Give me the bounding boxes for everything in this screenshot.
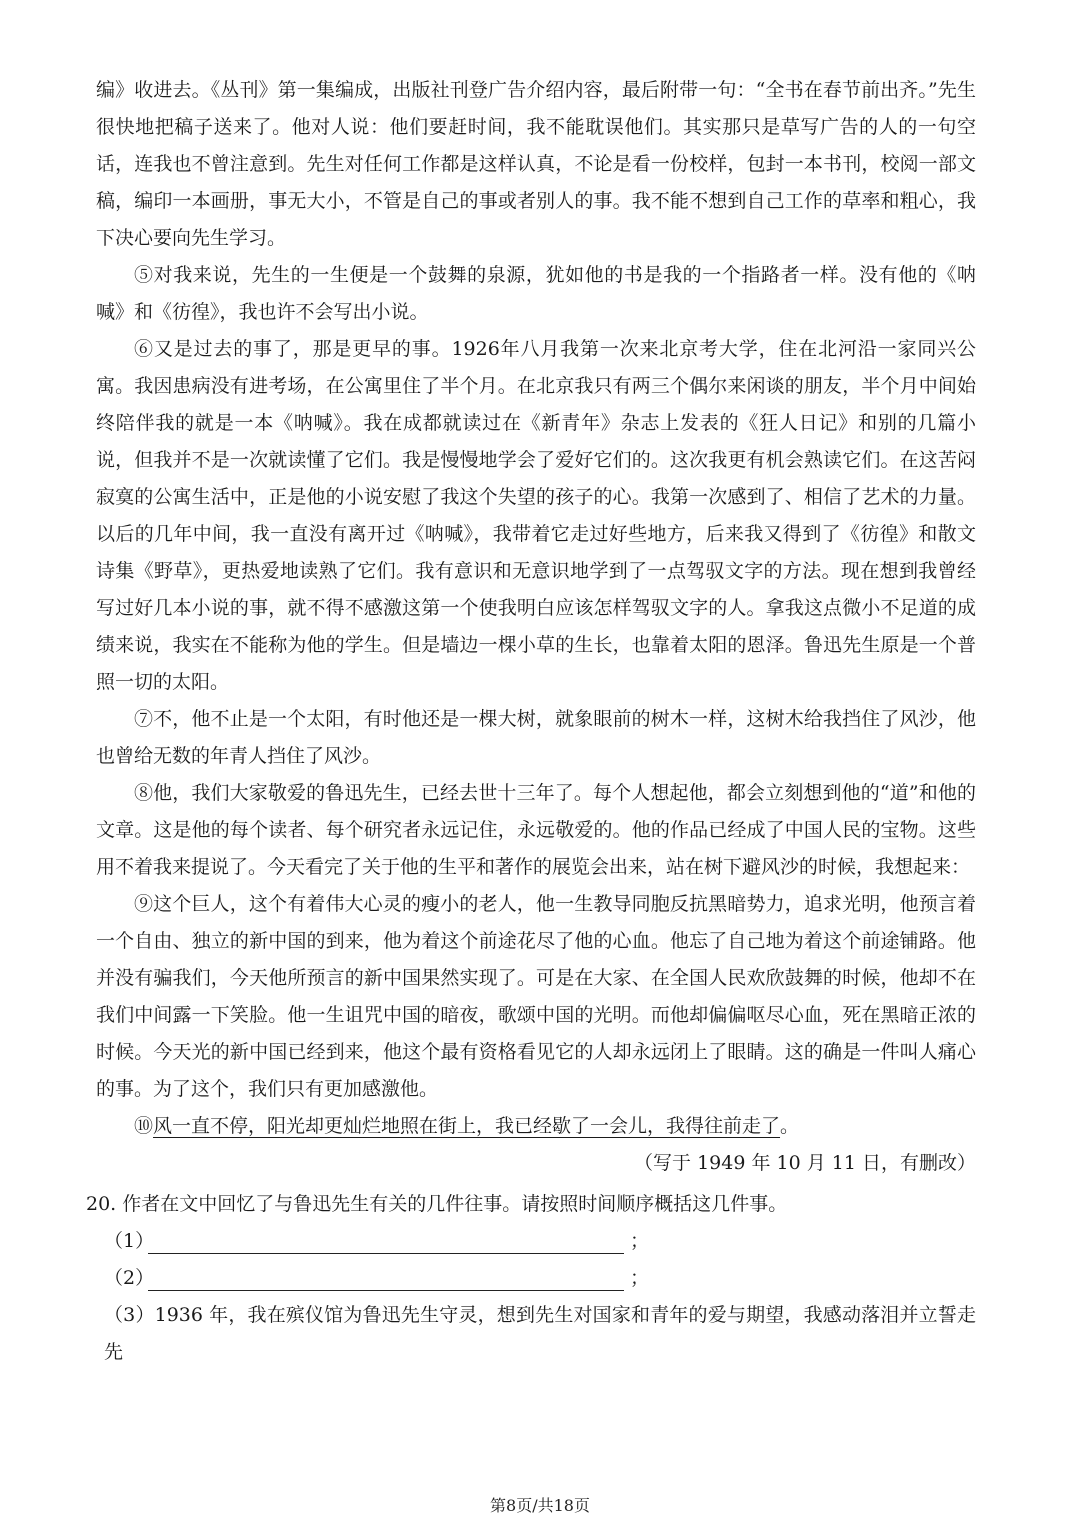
paragraph-10-number: ⑩: [134, 1115, 154, 1137]
answer-item-3: （3）1936 年，我在殡仪馆为鲁迅先生守灵，想到先生对国家和青年的爱与期望，我感动落泪并立誓走先: [104, 1304, 976, 1363]
paragraph-continued: 编》收进去。《丛刊》第一集编成，出版社刊登广告介绍内容，最后附带一句：“全书在春节前出齐。”先生很快地把稿子送来了。他对人说：他们要赶时间，我不能耽误他们。其实那只是草写广告的人的一句空话，连我也不曾注意到。先生对任何工作都是这样认真，不论是看一份校样，包封一本书刊，校阅一部文稿，编印一本画册，事无大小，不管是自己的事或者别人的事。我不能不想到自己工作的草率和粗心，我下决心要向先生学习。: [96, 79, 976, 249]
paragraph-9: ⑨这个巨人，这个有着伟大心灵的瘦小的老人，他一生教导同胞反抗黑暗势力，追求光明，他预言着一个自由、独立的新中国的到来，他为着这个前途花尽了他的心血。他忘了自己地为着这个前途铺路。他并没有骗我们，今天他所预言的新中国果然实现了。可是在大家、在全国人民欢欣鼓舞的时候，他却不在我们中间露一下笑脸。他一生诅咒中国的暗夜，歌颂中国的光明。而他却偏偏呕尽心血，死在黑暗正浓的时候。今天光的新中国已经到来，他这个最有资格看见它的人却永远闭上了眼睛。这的确是一件叫人痛心的事。为了这个，我们只有更加感激他。: [96, 893, 976, 1100]
answer-line-2: [104, 1260, 976, 1297]
paragraph-10-end: 。: [780, 1115, 800, 1137]
source-note: （写于 1949 年 10 月 11 日，有删改）: [634, 1152, 976, 1174]
answer-end-2: ；: [630, 1267, 650, 1289]
document-page: [86, 72, 976, 1371]
paragraph-6: ⑥又是过去的事了，那是更早的事。1926年八月我第一次来北京考大学，住在北河沿一家同兴公寓。我因患病没有进考场，在公寓里住了半个月。在北京我只有两三个偶尔来闲谈的朋友，半个月中间始终陪伴我的就是一本《呐喊》。我在成都就读过在《新青年》杂志上发表的《狂人日记》和别的几篇小说，但我并不是一次就读懂了它们。我是慢慢地学会了爱好它们的。这次我更有机会熟读它们。在这苦闷寂寞的公寓生活中，正是他的小说安慰了我这个失望的孩子的心。我第一次感到了、相信了艺术的力量。以后的几年中间，我一直没有离开过《呐喊》，我带着它走过好些地方，后来我又得到了《彷徨》和散文诗集《野草》，更热爱地读熟了它们。我有意识和无意识地学到了一点驾驭文字的方法。现在想到我曾经写过好几本小说的事，就不得不感激这第一个使我明白应该怎样驾驭文字的人。拿我这点微小不足道的成绩来说，我实在不能称为他的学生。但是墙边一棵小草的生长，也靠着太阳的恩泽。鲁迅先生原是一个普照一切的太阳。: [96, 338, 976, 693]
answer-line-1: [104, 1223, 976, 1260]
underlined-sentence: 风一直不停，阳光却更灿烂地照在街上，我已经歇了一会儿，我得往前走了: [153, 1115, 781, 1137]
answer-label-2: （2）: [104, 1267, 155, 1289]
answer-blank-1[interactable]: [148, 1229, 624, 1254]
question-20: 20. 作者在文中回忆了与鲁迅先生有关的几件往事。请按照时间顺序概括这几件事。: [86, 1193, 788, 1215]
paragraph-7: ⑦不，他不止是一个太阳，有时他还是一棵大树，就象眼前的树木一样，这树木给我挡住了风沙，他也曾给无数的年青人挡住了风沙。: [96, 708, 976, 767]
answer-end-1: ；: [630, 1230, 650, 1252]
paragraph-5: ⑤对我来说，先生的一生便是一个鼓舞的泉源，犹如他的书是我的一个指路者一样。没有他的《呐喊》和《彷徨》，我也许不会写出小说。: [96, 264, 976, 323]
answer-blank-2[interactable]: [148, 1266, 624, 1291]
answer-label-1: （1）: [104, 1230, 155, 1252]
page-footer: 第8页/共18页: [490, 1496, 590, 1515]
paragraph-8: ⑧他，我们大家敬爱的鲁迅先生，已经去世十三年了。每个人想起他，都会立刻想到他的“道”和他的文章。这是他的每个读者、每个研究者永远记住，永远敬爱的。他的作品已经成了中国人民的宝物。这些用不着我来提说了。今天看完了关于他的生平和著作的展览会出来，站在树下避风沙的时候，我想起来：: [96, 782, 976, 878]
paragraph-10: [96, 1108, 976, 1145]
